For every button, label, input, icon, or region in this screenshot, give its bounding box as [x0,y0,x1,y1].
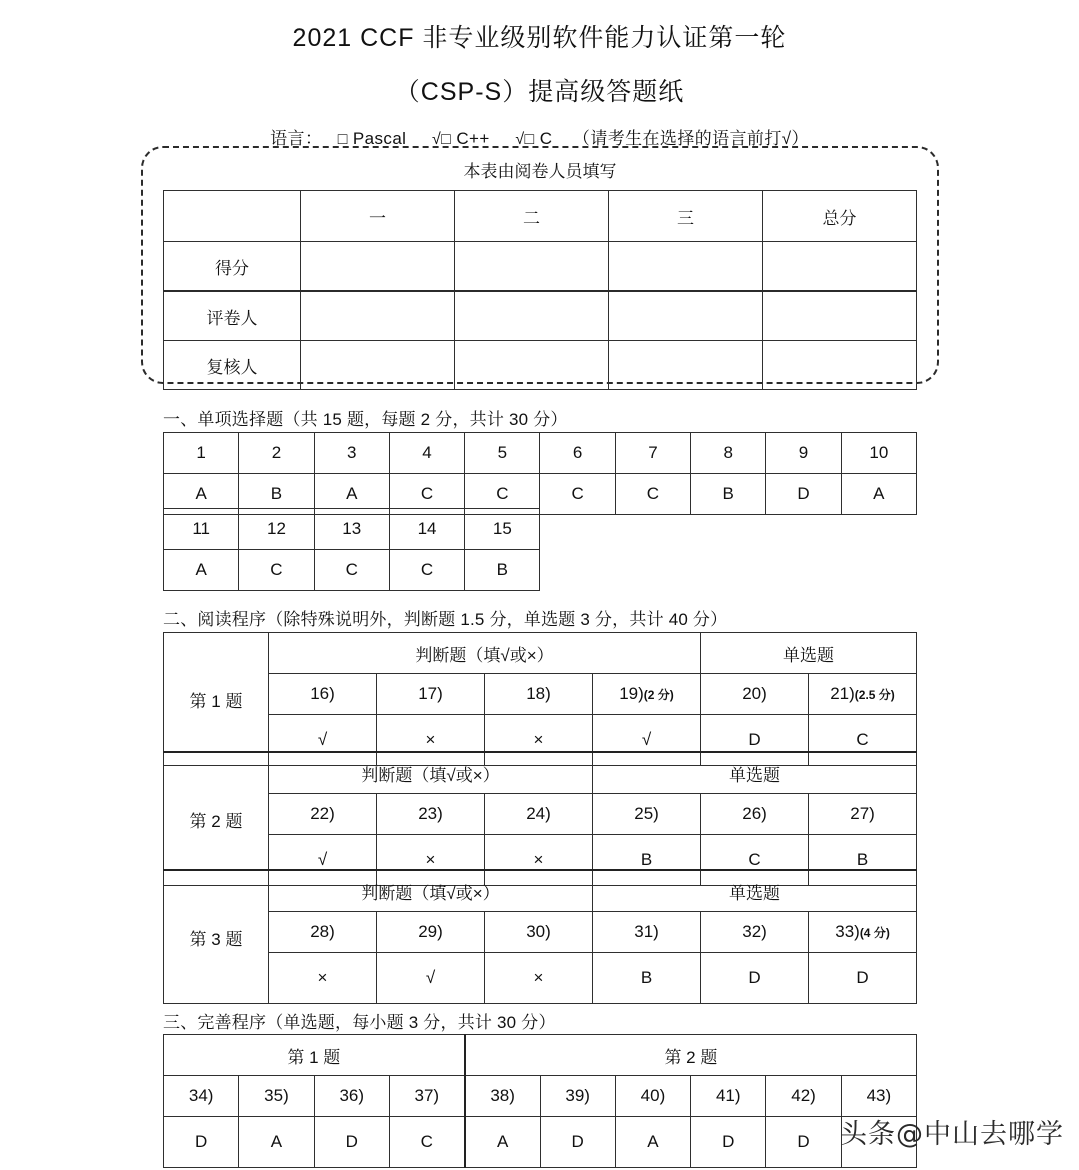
s3-number: 43) [841,1076,916,1117]
grading-cell[interactable] [763,291,917,341]
s2b3-choice-header: 单选题 [593,870,917,912]
grading-panel-caption: 本表由阅卷人员填写 [463,162,617,181]
grading-cell[interactable] [301,242,455,292]
grading-row-score [164,242,917,292]
s2b2-number [377,794,485,835]
s2b2-answer[interactable]: B [593,835,701,886]
grading-row-reviewer [164,341,917,390]
c-label: C [539,129,553,148]
s3-group-header-row [164,1035,917,1076]
page-title-line2: （CSP-S）提高级答题纸 [394,78,685,106]
mc-number-row-1 [164,433,917,474]
pascal-label: Pascal [352,129,407,148]
mc-answer[interactable]: C [239,550,314,591]
grading-cell[interactable] [455,341,609,390]
s2b1-judge-header: 判断题（填√或×） [269,633,701,674]
s3-answer[interactable]: D [691,1117,766,1168]
mc-number: 8 [691,433,766,474]
s3-answer-row [164,1117,917,1168]
s3-answer[interactable]: A [239,1117,314,1168]
mc-number: 4 [389,433,464,474]
s3-number: 34) [164,1076,239,1117]
s3-number: 37) [389,1076,464,1117]
q-number: 17) [418,684,443,703]
watermark-text: 头条@中山去哪学 [840,1119,1064,1150]
grading-cell[interactable] [609,291,763,341]
s2b3-judge-header: 判断题（填√或×） [269,870,593,912]
q-note: (2 分) [643,688,674,702]
q-number: 24) [526,804,551,823]
s2b2-header-row [164,752,917,794]
grading-table [163,190,917,390]
c-checkbox[interactable]: □ [524,131,535,148]
mc-answer[interactable]: C [540,474,615,515]
grading-col-total: 总分 [763,191,917,242]
mc-answer[interactable]: C [389,550,464,591]
grading-col-1: 一 [301,191,455,242]
language-label: 语言： [270,129,323,148]
s3-answer[interactable]: D [766,1117,841,1168]
s2b1-number [269,674,377,715]
s2b3-number [485,912,593,953]
s2b3-answer[interactable]: × [485,953,593,1004]
s2b3-number-row [164,912,917,953]
s2b2-choice-header: 单选题 [593,752,917,794]
s2b3-header-row [164,870,917,912]
grading-cell[interactable] [609,242,763,292]
s2b1-number [701,674,809,715]
q-number: 25) [634,804,659,823]
q-number: 21) [830,684,855,703]
q-number: 28) [310,922,335,941]
s3-group-2-label: 第 2 题 [465,1035,917,1076]
mc-number: 7 [615,433,690,474]
s3-number: 35) [239,1076,314,1117]
s2b1-number-row [164,674,917,715]
s2b2-answer[interactable]: B [809,835,917,886]
s2b1-number [593,674,701,715]
section-1-heading: 一、单项选择题（共 15 题，每题 2 分，共计 30 分） [163,410,568,429]
mc-answer[interactable]: A [314,474,389,515]
s2b1-answer[interactable]: × [377,715,485,766]
cpp-check-mark: √ [431,131,442,148]
s3-answer[interactable]: C [389,1117,464,1168]
mc-number: 12 [239,509,314,550]
q-number: 30) [526,922,551,941]
grading-row-label-score: 得分 [164,242,301,292]
grading-col-2: 二 [455,191,609,242]
mc-number: 3 [314,433,389,474]
mc-number: 5 [465,433,540,474]
q-number: 32) [742,922,767,941]
s2b3-answer[interactable]: D [809,953,917,1004]
s2b1-answer[interactable]: D [701,715,809,766]
q-number: 27) [850,804,875,823]
mc-number: 9 [766,433,841,474]
s2b1-answer[interactable]: C [809,715,917,766]
s2b3-answer[interactable]: × [269,953,377,1004]
mc-number-row-2 [164,509,540,550]
s2b1-header-row [164,633,917,674]
q-note: (4 分) [859,926,890,940]
s3-number-row [164,1076,917,1117]
s2b2-answer[interactable]: × [485,835,593,886]
mc-answer[interactable]: C [615,474,690,515]
page-title-line1: 2021 CCF 非专业级别软件能力认证第一轮 [292,24,787,52]
section-1-answer-table [163,432,917,515]
s3-answer[interactable]: D [164,1117,239,1168]
s2b2-number-row [164,794,917,835]
q-number: 22) [310,804,335,823]
s3-answer[interactable]: D [540,1117,615,1168]
mc-answer[interactable]: A [164,474,239,515]
s2b1-number [809,674,917,715]
grading-row-grader [164,291,917,341]
q-number: 16) [310,684,335,703]
s3-number: 41) [691,1076,766,1117]
mc-answer[interactable]: A [164,550,239,591]
grading-cell[interactable] [763,242,917,292]
c-check-mark: √ [515,131,525,148]
mc-answer[interactable]: C [465,474,540,515]
q-number: 26) [742,804,767,823]
grading-col-3: 三 [609,191,763,242]
q-number: 31) [634,922,659,941]
mc-answer-row-2 [164,550,540,591]
grading-cell[interactable] [455,242,609,292]
cpp-label: C++ [456,129,490,148]
q-number: 19) [619,684,644,703]
q-number: 23) [418,804,443,823]
grading-header-row [164,191,917,242]
pascal-checkbox[interactable]: □ [337,131,348,148]
mc-answer[interactable]: B [691,474,766,515]
language-hint: （请考生在选择的语言前打√） [572,129,809,148]
mc-answer[interactable]: C [389,474,464,515]
s2b3-number [593,912,701,953]
s2b3-number [377,912,485,953]
s2b3-answer[interactable]: √ [377,953,485,1004]
s2b2-judge-header: 判断题（填√或×） [269,752,593,794]
s2b1-number [377,674,485,715]
s2b2-answer[interactable]: C [701,835,809,886]
mc-number: 2 [239,433,314,474]
section-2-block-1-table [163,632,917,766]
mc-number: 11 [164,509,239,550]
mc-number: 1 [164,433,239,474]
mc-number: 13 [314,509,389,550]
s2b2-number [593,794,701,835]
q-number: 33) [835,922,860,941]
q-number: 20) [742,684,767,703]
section-2-block-2-table [163,751,917,886]
q-number: 29) [418,922,443,941]
mc-number: 10 [841,433,916,474]
s2b2-number [485,794,593,835]
s3-group-1-label: 第 1 题 [164,1035,465,1076]
s2b2-answer[interactable]: √ [269,835,377,886]
s2b1-answer[interactable]: √ [593,715,701,766]
grading-row-label-grader: 评卷人 [164,291,301,341]
grading-row-label-reviewer: 复核人 [164,341,301,390]
mc-number: 6 [540,433,615,474]
section-3-heading: 三、完善程序（单选题，每小题 3 分，共计 30 分） [163,1013,556,1032]
grading-cell[interactable] [301,341,455,390]
s3-number: 42) [766,1076,841,1117]
s2b2-answer[interactable]: × [377,835,485,886]
grading-cell[interactable] [455,291,609,341]
s3-answer[interactable]: A [465,1117,540,1168]
grading-cell[interactable] [301,291,455,341]
s2b3-answer[interactable]: D [701,953,809,1004]
s3-number: 38) [465,1076,540,1117]
mc-answer[interactable]: B [465,550,540,591]
s2b2-number [809,794,917,835]
s2b1-choice-header: 单选题 [701,633,917,674]
cpp-checkbox[interactable]: □ [441,131,452,148]
s2b3-label: 第 3 题 [164,870,269,1004]
grading-corner-cell [164,191,301,242]
s2b3-number [701,912,809,953]
s2b1-number [485,674,593,715]
q-number: 18) [526,684,551,703]
s2b3-number [809,912,917,953]
section-1-answer-table-cont [163,508,540,591]
mc-number: 15 [465,509,540,550]
mc-number: 14 [389,509,464,550]
mc-answer[interactable]: B [239,474,314,515]
language-selection-line [0,108,1079,149]
s3-number: 36) [314,1076,389,1117]
section-2-block-3-table [163,869,917,1004]
s2b2-number [269,794,377,835]
section-2-heading: 二、阅读程序（除特殊说明外，判断题 1.5 分，单选题 3 分，共计 40 分） [163,610,728,629]
s2b1-answer[interactable]: √ [269,715,377,766]
s2b1-answer[interactable]: × [485,715,593,766]
s2b3-number [269,912,377,953]
mc-answer[interactable]: A [841,474,916,515]
mc-answer[interactable]: D [766,474,841,515]
s2b1-label: 第 1 题 [164,633,269,766]
s2b3-answer[interactable]: B [593,953,701,1004]
s2b2-label: 第 2 题 [164,752,269,886]
section-3-answer-table [163,1034,917,1168]
s3-number: 39) [540,1076,615,1117]
grading-cell[interactable] [763,341,917,390]
s2b2-number [701,794,809,835]
s3-number: 40) [615,1076,690,1117]
q-note: (2.5 分) [854,688,895,702]
s2b3-answer-row [164,953,917,1004]
mc-answer[interactable]: C [314,550,389,591]
grading-cell[interactable] [609,341,763,390]
s3-answer[interactable]: A [615,1117,690,1168]
s3-answer[interactable]: D [314,1117,389,1168]
